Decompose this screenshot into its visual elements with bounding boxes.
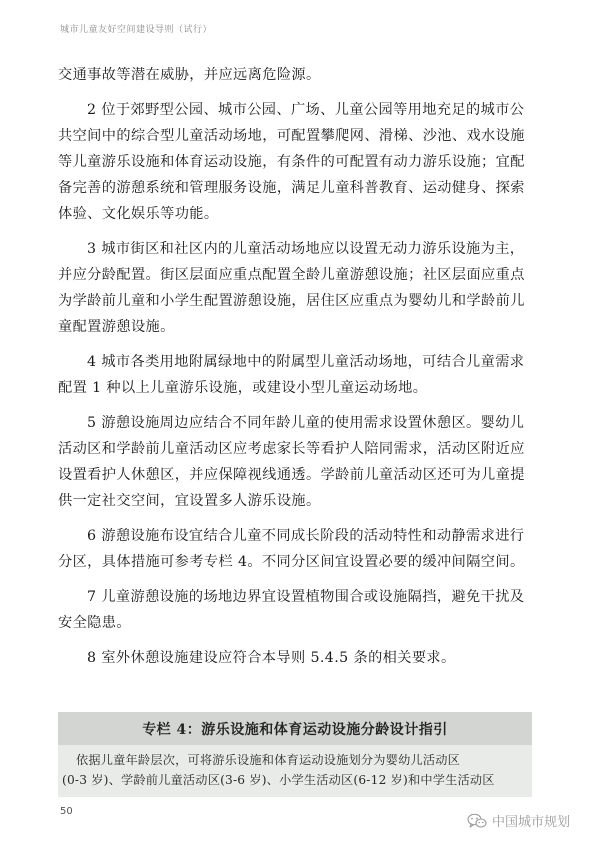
- main-text: [58, 62, 532, 671]
- sidebar-box-line-1: 依据儿童年龄层次，可将游乐设施和体育运动设施划分为婴幼儿活动区: [76, 753, 461, 767]
- watermark-text: 中国城市规划: [492, 815, 571, 830]
- paragraph-2: 2 位于郊野型公园、城市公园、广场、儿童公园等用地充足的城市公共空间中的综合型儿童活动场地，可配置攀爬网、滑梯、沙池、戏水设施等儿童游乐设施和体育运动设施，有条件的可配置有动力游乐设施；宜配备完善的游憩系统和管理服务设施，满足儿童科普教育、运动健身、探索体验、文化娱乐等功能。: [58, 102, 525, 222]
- watermark: [467, 811, 570, 830]
- sidebar-box-title: 专栏 4：游乐设施和体育运动设施分龄设计指引: [58, 712, 532, 745]
- running-header: 城市儿童友好空间建设导则（试行）: [60, 25, 213, 35]
- sidebar-box-text: [58, 750, 532, 790]
- paragraph-5: 5 游憩设施周边应结合不同年龄儿童的使用需求设置休憩区。婴幼儿活动区和学龄前儿童活动区应考虑家长等看护人陪同需求，活动区附近应设置看护人休憩区，并应保障视线通透。学龄前儿童活动区还可为儿童提供一定社交空间，宜设置多人游乐设施。: [58, 415, 525, 509]
- paragraph-6: 6 游憩设施布设宜结合儿童不同成长阶段的活动特性和动静需求进行分区，具体措施可参考专栏 4。不同分区间宜设置必要的缓冲间隔空间。: [58, 528, 525, 570]
- paragraph-7: 7 儿童游憩设施的场地边界宜设置植物围合或设施隔挡，避免干扰及安全隐患。: [58, 589, 525, 631]
- paragraph-1: 交通事故等潜在威胁，并应远离危险源。: [58, 67, 321, 83]
- wechat-icon: [467, 813, 487, 829]
- paragraph-4: 4 城市各类用地附属绿地中的附属型儿童活动场地，可结合儿童需求配置 1 种以上儿童游乐设施，或建设小型儿童运动场地。: [58, 354, 525, 396]
- sidebar-box-line-2: (0-3 岁)、学龄前儿童活动区(3-6 岁)、小学生活动区(6-12 岁)和中学生活动区: [62, 773, 495, 787]
- paragraph-8: 8 室外休憩设施建设应符合本导则 5.4.5 条的相关要求。: [87, 650, 456, 666]
- paragraph-3: 3 城市街区和社区内的儿童活动场地应以设置无动力游乐设施为主，并应分龄配置。街区层面应重点配置全龄儿童游憩设施；社区层面应重点为学龄前儿童和小学生配置游憩设施，居住区应重点为婴幼儿和学龄前儿童配置游憩设施。: [58, 241, 525, 335]
- page-number: 50: [60, 806, 73, 817]
